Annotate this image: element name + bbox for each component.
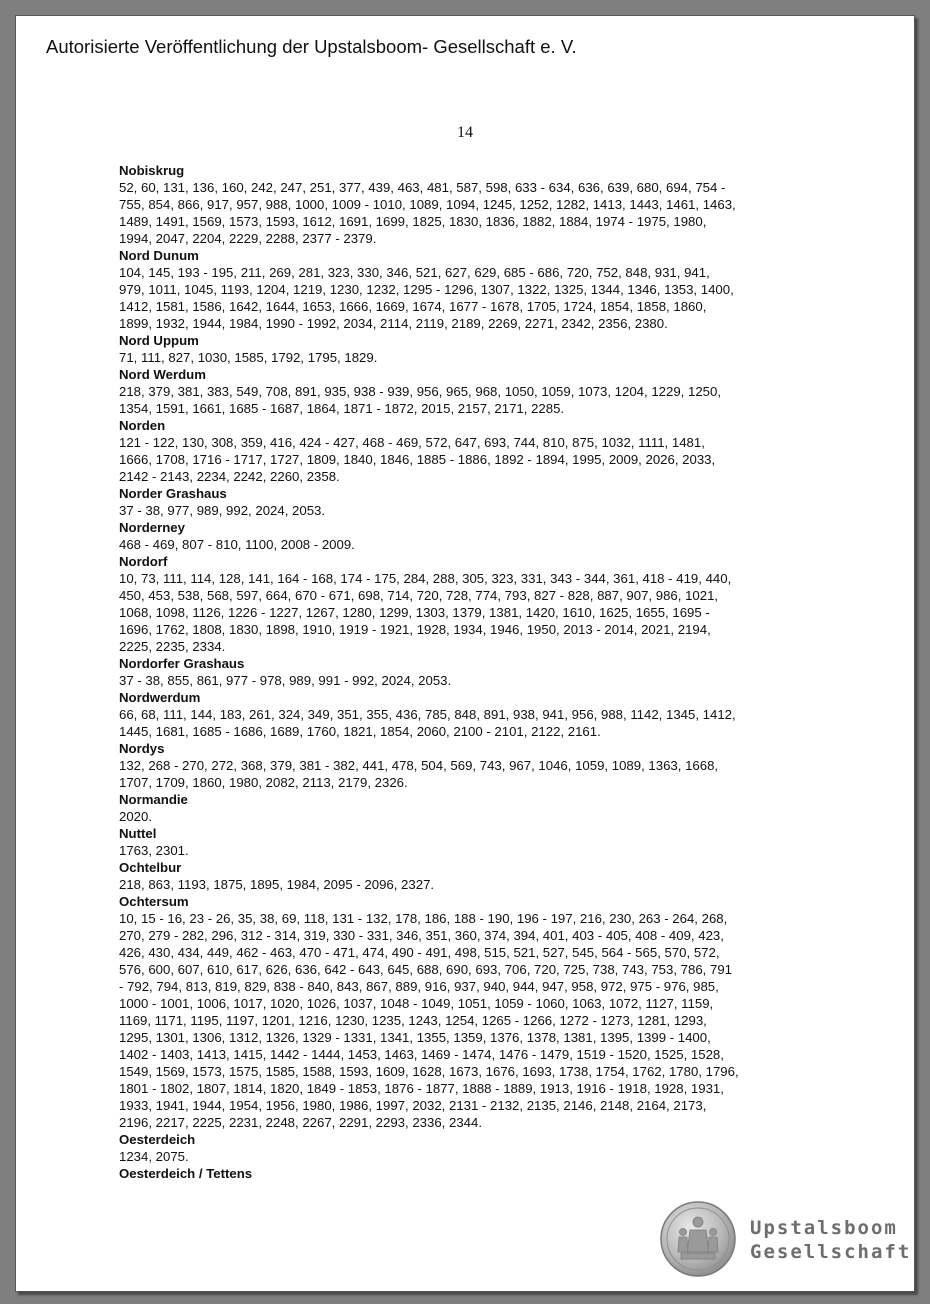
entry-pages: 10, 73, 111, 114, 128, 141, 164 - 168, 174 - 175, 284, 288, 305, 323, 331, 343 - 344, 361, 418 - 419, 440, 450, 453, 538, 568, 597, 664, 670 - 671, 698, 714, 720, 728, 774, 793, 827 - 828, 887, 907, 986, 1021, 1068, 1098, 1126, 1226 - 1227, 1267, 1280, 1299, 1303, 1379, 1381, 1420, 1610, 1625, 1655, 1695 - 1696, 1762, 1808, 1830, 1898, 1910, 1919 - 1921, 1928, 1934, 1946, 1950, 2013 - 2014, 2021, 2194, 2225, 2235, 2334.: [119, 571, 732, 654]
page-number: 14: [457, 124, 473, 141]
entry-pages: 66, 68, 111, 144, 183, 261, 324, 349, 351, 355, 436, 785, 848, 891, 938, 941, 956, 988, 1142, 1345, 1412, 1445, 1681, 1685 - 1686, 1689, 1760, 1821, 1854, 2060, 2100 - 2101, 2122, 2161.: [119, 707, 736, 739]
entry-pages: 218, 863, 1193, 1875, 1895, 1984, 2095 - 2096, 2327.: [119, 877, 435, 892]
entry-name: Nordorfer Grashaus: [119, 656, 245, 671]
entry-name: Ochtersum: [119, 894, 189, 909]
index-entry: [119, 655, 819, 689]
upstalsboom-seal-icon: [659, 1200, 737, 1278]
entry-name: Oesterdeich: [119, 1132, 196, 1147]
entry-pages: 132, 268 - 270, 272, 368, 379, 381 - 382, 441, 478, 504, 569, 743, 967, 1046, 1059, 1089, 1363, 1668, 1707, 1709, 1860, 1980, 2082, 2113, 2179, 2326.: [119, 758, 719, 790]
document-page: [15, 15, 915, 1292]
index-entry: [119, 1165, 819, 1182]
document-header: Autorisierte Veröffentlichung der Upstalsboom- Gesellschaft e. V.: [46, 36, 577, 57]
entry-pages: 104, 145, 193 - 195, 211, 269, 281, 323, 330, 346, 521, 627, 629, 685 - 686, 720, 752, 848, 931, 941, 979, 1011, 1045, 1193, 1204, 1219, 1230, 1232, 1295 - 1296, 1307, 1322, 1325, 1344, 1346, 1353, 1400, 1412, 1581, 1586, 1642, 1644, 1653, 1666, 1669, 1674, 1677 - 1678, 1705, 1724, 1854, 1858, 1860, 1899, 1932, 1944, 1984, 1990 - 1992, 2034, 2114, 2119, 2189, 2269, 2271, 2342, 2356, 2380.: [119, 265, 734, 331]
entry-name: Oesterdeich / Tettens: [119, 1166, 253, 1181]
entry-pages: 10, 15 - 16, 23 - 26, 35, 38, 69, 118, 131 - 132, 178, 186, 188 - 190, 196 - 197, 216, 230, 263 - 264, 268, 270, 279 - 282, 296, 312 - 314, 319, 330 - 331, 346, 351, 360, 374, 394, 401, 403 - 405, 408 - 409, 423, 426, 430, 434, 449, 462 - 463, 470 - 471, 474, 490 - 491, 498, 515, 521, 527, 545, 564 - 565, 570, 572, 576, 600, 607, 610, 617, 626, 636, 642 - 643, 645, 688, 690, 693, 706, 720, 725, 738, 743, 753, 786, 791 - 792, 794, 813, 819, 829, 838 - 840, 843, 867, 889, 916, 937, 940, 944, 947, 958, 972, 975 - 976, 985, 1000 - 1001, 1006, 1017, 1020, 1026, 1037, 1048 - 1049, 1051, 1059 - 1060, 1063, 1072, 1127, 1159, 1169, 1171, 1195, 1197, 1201, 1216, 1230, 1235, 1243, 1254, 1265 - 1266, 1272 - 1273, 1281, 1293, 1295, 1301, 1306, 1312, 1326, 1329 - 1331, 1341, 1355, 1359, 1376, 1378, 1381, 1395, 1399 - 1400, 1402 - 1403, 1413, 1415, 1442 - 1444, 1453, 1463, 1469 - 1474, 1476 - 1479, 1519 - 1520, 1525, 1528, 1549, 1569, 1573, 1575, 1585, 1588, 1593, 1609, 1628, 1673, 1676, 1693, 1738, 1754, 1762, 1780, 1796, 1801 - 1802, 1807, 1814, 1820, 1849 - 1853, 1876 - 1877, 1888 - 1889, 1913, 1916 - 1918, 1928, 1931, 1933, 1941, 1944, 1954, 1956, 1980, 1986, 1997, 2032, 2131 - 2132, 2135, 2146, 2148, 2164, 2173, 2196, 2217, 2225, 2231, 2248, 2267, 2291, 2293, 2336, 2344.: [119, 911, 739, 1130]
entry-pages: 37 - 38, 855, 861, 977 - 978, 989, 991 - 992, 2024, 2053.: [119, 673, 452, 688]
entry-name: Nobiskrug: [119, 163, 185, 178]
index-entry: [119, 740, 819, 791]
entry-pages: 2020.: [119, 809, 153, 824]
index-entry: [119, 162, 819, 247]
entry-name: Nordys: [119, 741, 165, 756]
entry-pages: 468 - 469, 807 - 810, 1100, 2008 - 2009.: [119, 537, 355, 552]
entry-pages: 37 - 38, 977, 989, 992, 2024, 2053.: [119, 503, 326, 518]
entry-pages: 121 - 122, 130, 308, 359, 416, 424 - 427, 468 - 469, 572, 647, 693, 744, 810, 875, 1032, 1111, 1481, 1666, 1708, 1716 - 1717, 1727, 1809, 1840, 1846, 1885 - 1886, 1892 - 1894, 1995, 2009, 2026, 2033, 2142 - 2143, 2234, 2242, 2260, 2358.: [119, 435, 716, 484]
entry-name: Nordorf: [119, 554, 168, 569]
logo-line-2: Gesellschaft: [750, 1241, 912, 1263]
entry-name: Norder Grashaus: [119, 486, 227, 501]
index-entry: [119, 791, 819, 825]
entry-pages: 71, 111, 827, 1030, 1585, 1792, 1795, 1829.: [119, 350, 378, 365]
entry-name: Normandie: [119, 792, 188, 807]
index-entry: [119, 689, 819, 740]
index-entry: [119, 485, 819, 519]
entry-name: Nuttel: [119, 826, 157, 841]
entry-name: Norden: [119, 418, 166, 433]
index-entry: [119, 519, 819, 553]
entry-pages: 52, 60, 131, 136, 160, 242, 247, 251, 377, 439, 463, 481, 587, 598, 633 - 634, 636, 639, 680, 694, 754 - 755, 854, 866, 917, 957, 988, 1000, 1009 - 1010, 1089, 1094, 1245, 1252, 1282, 1413, 1443, 1461, 1463, 1489, 1491, 1569, 1573, 1593, 1612, 1691, 1699, 1825, 1830, 1836, 1882, 1884, 1974 - 1975, 1980, 1994, 2047, 2204, 2229, 2288, 2377 - 2379.: [119, 180, 736, 246]
index-entry: [119, 893, 819, 1131]
index-entry: [119, 366, 819, 417]
logo-line-1: Upstalsboom: [750, 1217, 898, 1239]
index-entry: [119, 1131, 819, 1165]
entry-name: Ochtelbur: [119, 860, 182, 875]
entry-name: Nord Uppum: [119, 333, 199, 348]
entry-name: Nord Dunum: [119, 248, 199, 263]
entry-pages: 1763, 2301.: [119, 843, 189, 858]
place-index: [119, 162, 819, 1182]
society-logo-text: [750, 1216, 911, 1264]
index-entry: [119, 332, 819, 366]
index-entry: [119, 553, 819, 655]
index-entry: [119, 859, 819, 893]
index-entry: [119, 417, 819, 485]
index-entry: [119, 825, 819, 859]
entry-name: Nordwerdum: [119, 690, 201, 705]
entry-name: Norderney: [119, 520, 185, 535]
entry-name: Nord Werdum: [119, 367, 206, 382]
index-entry: [119, 247, 819, 332]
entry-pages: 1234, 2075.: [119, 1149, 189, 1164]
entry-pages: 218, 379, 381, 383, 549, 708, 891, 935, 938 - 939, 956, 965, 968, 1050, 1059, 1073, 1204, 1229, 1250, 1354, 1591, 1661, 1685 - 1687, 1864, 1871 - 1872, 2015, 2157, 2171, 2285.: [119, 384, 722, 416]
